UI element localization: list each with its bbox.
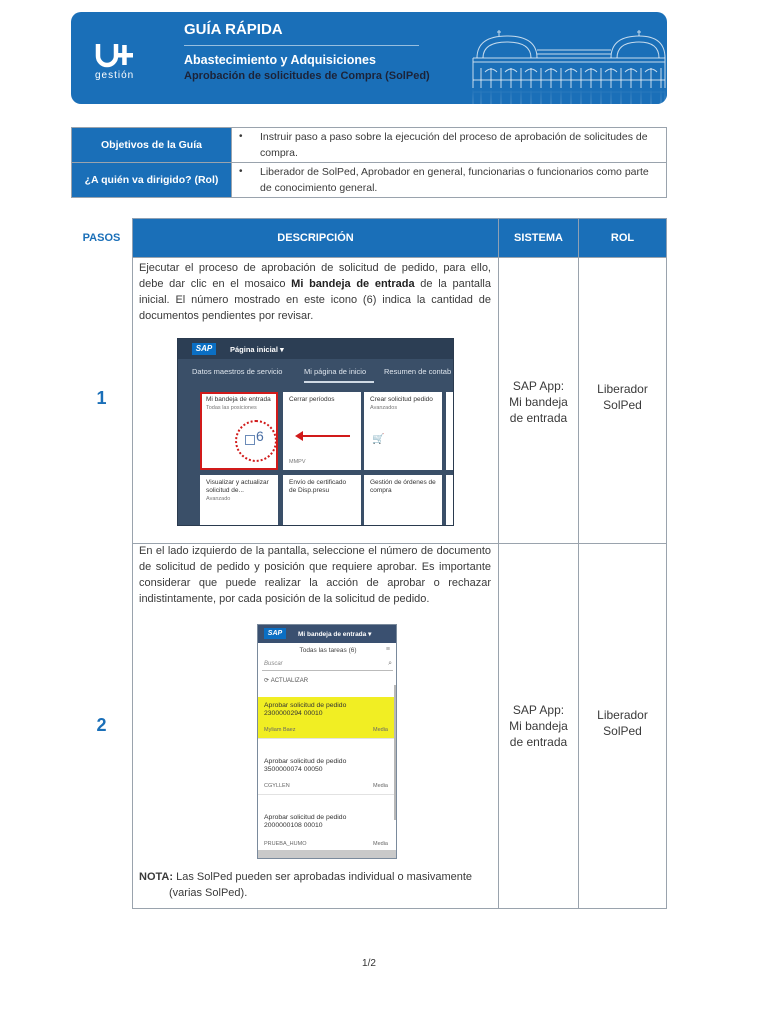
objectives-text: Instruir paso a paso sobre la ejecución del proceso de aprobación de solicitudes de compra.: [260, 131, 648, 159]
descripcion-header: DESCRIPCIÓN: [132, 218, 499, 258]
search-icon[interactable]: ⌕: [388, 660, 392, 667]
tile-subtitle: Avanzado: [206, 496, 231, 502]
task-title: Aprobar solicitud de pedido: [264, 814, 347, 821]
step2-rol: Liberador SolPed: [597, 708, 648, 738]
task-user: CGYLLEN: [264, 783, 290, 789]
tile-title: Envío de certificado de Disp.presu: [289, 479, 347, 494]
task-user: PRUEBA_HUMO: [264, 841, 307, 847]
sap-logo: SAP: [192, 343, 216, 355]
task-item[interactable]: [258, 753, 394, 795]
bullet: •: [239, 131, 243, 142]
list-scrollbar[interactable]: [394, 685, 397, 820]
step2-description: En el lado izquierdo de la pantalla, seleccione el número de documento de solicitud de pedido y posición que requiere aprobar. Es importante considerar que puede realizar la acción de aprobar o rechazar indistintamente, por cada posición de la solicitud de pedido.: [139, 545, 491, 605]
objectives-row: [72, 128, 667, 163]
task-doc: 2300000294 00010: [264, 710, 323, 717]
tile-title: Cerrar períodos: [289, 396, 335, 403]
step1-desc-post: de la pantalla inicial. El número mostrado en este icono (6) indica la cantidad de documentos pendientes por revisar.: [139, 278, 491, 322]
tile-partial: [446, 475, 454, 526]
task-list-title: Todas las tareas (6): [299, 647, 357, 654]
tile-envio-certificado[interactable]: [283, 475, 361, 526]
cart-icon: 🛒: [372, 434, 385, 445]
audience-text: Liberador de SolPed, Aprobador en general, funcionarias o funcionarios como parte de conocimiento general.: [260, 166, 649, 194]
objectives-value: [232, 128, 667, 163]
task-meta: [264, 840, 388, 848]
bullet: •: [239, 166, 243, 177]
tile-subtitle: Avanzados: [370, 405, 398, 411]
audience-value: [232, 163, 667, 198]
task-priority: Media: [373, 783, 388, 789]
red-arrow-head-icon: [295, 431, 303, 441]
search-input[interactable]: [262, 660, 393, 671]
step2-sistema: SAP App: Mi bandeja de entrada: [509, 703, 568, 749]
step2-note: [139, 869, 491, 901]
red-arrow-shaft: [302, 435, 350, 437]
task-meta: [264, 782, 388, 790]
objectives-label: Objetivos de la Guía: [72, 128, 232, 163]
header-banner: [71, 12, 667, 104]
note-text: Las SolPed pueden ser aprobadas individual o masivamente: [176, 871, 473, 883]
tile-footer: MMPV: [289, 459, 306, 465]
audience-row: [72, 163, 667, 198]
inbox-shellbar: [258, 625, 397, 643]
tile-gestion-ordenes[interactable]: [364, 475, 442, 526]
task-priority: Media: [373, 727, 388, 733]
inbox-footer-bar: [258, 850, 397, 858]
tile-partial: [446, 392, 454, 470]
guide-topic: Aprobación de solicitudes de Compra (SolPed): [184, 70, 430, 82]
inbox-title: Mi bandeja de entrada ▾: [298, 631, 372, 638]
step-number-2: 2: [96, 715, 107, 735]
step1-desc-pre: Ejecutar el proceso de aprobación de solicitud de pedido, para ello, debe dar clic en el mosaico: [139, 262, 491, 290]
highlight-circle: [235, 420, 277, 462]
search-placeholder: Buscar: [264, 661, 283, 667]
u-gestion-logo: [91, 40, 151, 90]
tile-crear-solicitud[interactable]: [364, 392, 442, 470]
title-divider: [184, 45, 419, 46]
refresh-icon: ⟳: [264, 678, 270, 684]
steps-table: [71, 218, 667, 909]
task-item-selected[interactable]: [258, 697, 394, 739]
task-doc: 3500000074 00050: [264, 766, 323, 773]
sistema-header: SISTEMA: [498, 218, 579, 258]
inbox-screenshot: [257, 624, 397, 859]
task-title: Aprobar solicitud de pedido: [264, 758, 347, 765]
u-plus-logo-icon: [95, 42, 135, 70]
page-number: 1/2: [362, 958, 376, 969]
task-item[interactable]: [258, 809, 394, 853]
launchpad-shellbar: [178, 339, 454, 359]
tile-title: Mi bandeja de entrada: [206, 396, 271, 403]
step1-desc-bold: Mi bandeja de entrada: [291, 278, 415, 290]
tile-title: Gestión de órdenes de compra: [370, 479, 436, 494]
refresh-button[interactable]: [264, 677, 308, 684]
refresh-label: ACTUALIZAR: [270, 678, 309, 684]
audience-label: ¿A quién va dirigido? (Rol): [72, 163, 232, 198]
task-doc: 2000000108 00010: [264, 822, 323, 829]
tile-subtitle: Todas las posiciones: [206, 405, 257, 411]
step1-rol: Liberador SolPed: [597, 382, 648, 412]
objectives-table: [71, 127, 667, 198]
step-number-1: 1: [96, 388, 107, 408]
launchpad-screenshot: [177, 338, 454, 526]
tab-mi-pagina[interactable]: Mi página de inicio: [304, 367, 367, 376]
tile-mi-bandeja[interactable]: [200, 392, 278, 470]
tile-title: Visualizar y actualizar solicitud de...: [206, 479, 269, 494]
task-meta: [264, 726, 388, 734]
launchpad-title: Página inicial ▾: [230, 345, 284, 354]
note-label: NOTA:: [139, 871, 174, 883]
task-title: Aprobar solicitud de pedido: [264, 702, 347, 709]
tab-datos-maestros[interactable]: Datos maestros de servicio: [192, 367, 283, 376]
task-priority: Media: [373, 841, 388, 847]
rol-header: ROL: [578, 218, 667, 258]
tile-title: Crear solicitud pedido: [370, 396, 433, 403]
step1-sistema: SAP App: Mi bandeja de entrada: [509, 379, 568, 425]
logo-wordmark: gestión: [95, 70, 135, 81]
tile-visualizar-solicitud[interactable]: [200, 475, 278, 526]
launchpad-tabs: [178, 365, 454, 381]
note-text-2: (varias SolPed).: [169, 887, 248, 899]
pending-count: 6: [256, 428, 264, 444]
step1-description: [139, 260, 491, 324]
sap-logo: SAP: [264, 628, 286, 639]
active-tab-indicator: [304, 381, 374, 383]
filter-icon[interactable]: ≡: [385, 646, 390, 653]
task-user: Myliam Baez: [264, 727, 296, 733]
building-fade: [471, 88, 667, 104]
pasos-header: PASOS: [82, 232, 121, 244]
guide-area: Abastecimiento y Adquisiciones: [184, 53, 376, 67]
tab-resumen[interactable]: Resumen de contab: [384, 367, 452, 376]
guide-title: GUÍA RÁPIDA: [184, 21, 283, 38]
